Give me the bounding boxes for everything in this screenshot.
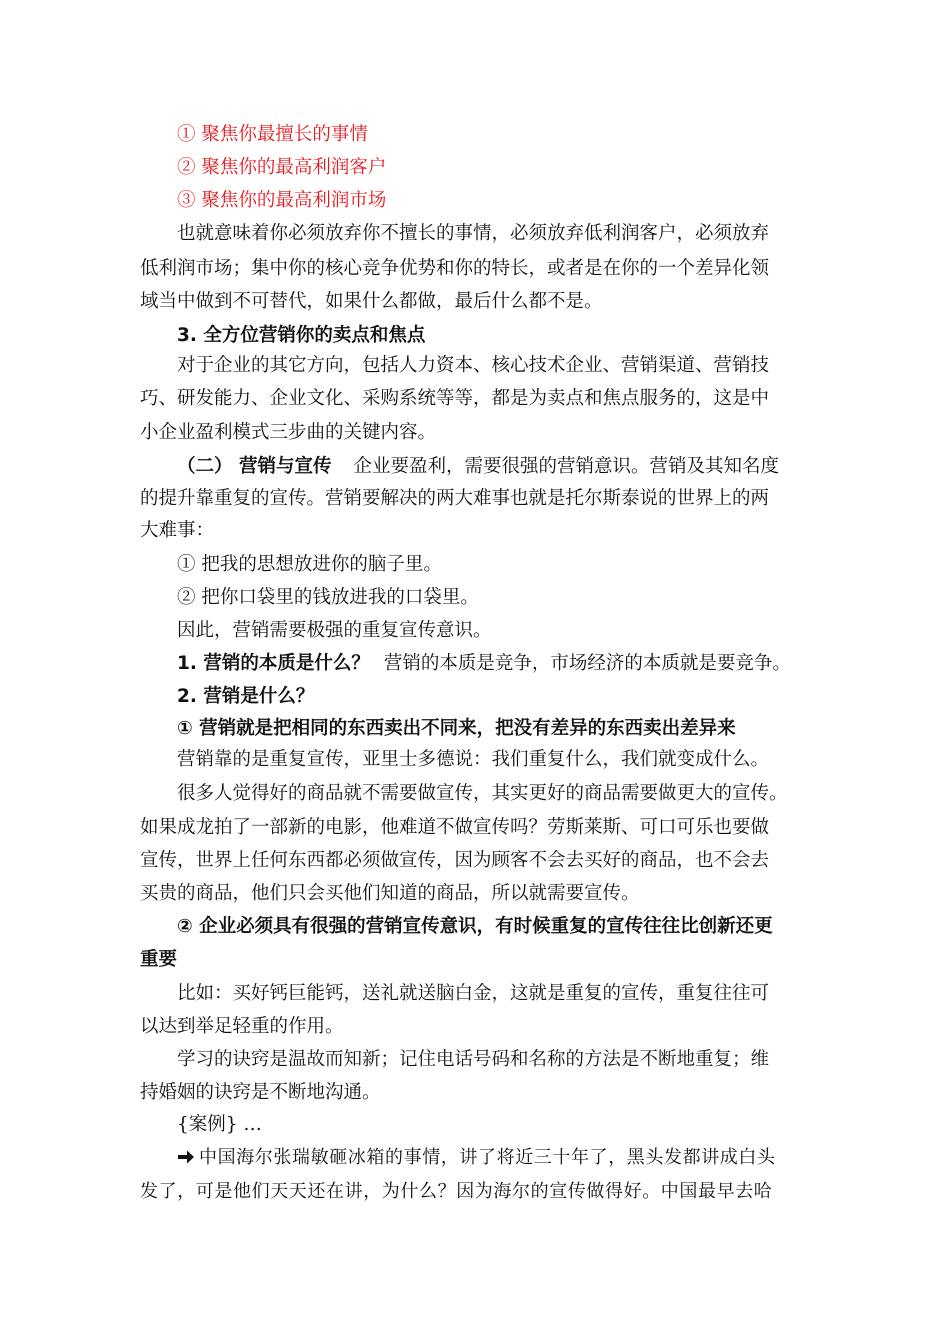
- case-line-2: 发了，可是他们天天还在讲，为什么？因为海尔的宣传做得好。中国最早去哈: [140, 1181, 773, 1202]
- question-1-line: [177, 652, 791, 676]
- paragraph-line: 如果成龙拍了一部新的电影，他难道不做宣传吗？劳斯莱斯、可口可乐也要做: [140, 817, 770, 838]
- paragraph-line: 对于企业的其它方向，包括人力资本、核心技术企业、营销渠道、营销技: [177, 355, 770, 376]
- section-2-heading: （二） 营销与宣传: [177, 456, 332, 477]
- case-text: 中国海尔张瑞敏砸冰箱的事情，讲了将近三十年了，黑头发都讲成白头: [199, 1147, 776, 1168]
- case-line-1: [177, 1146, 776, 1170]
- question-1-heading: 1. 营销的本质是什么？: [177, 653, 370, 674]
- question-2-heading: 2. 营销是什么？: [177, 686, 315, 707]
- point-2: ② 企业必须具有很强的营销宣传意识，有时候重复的宣传往往比创新还更: [177, 916, 773, 937]
- focus-item-1: ① 聚焦你最擅长的事情: [177, 124, 368, 145]
- section-2-line: [177, 455, 779, 479]
- point-2-cont: 重要: [140, 949, 178, 970]
- paragraph-line: 也就意味着你必须放弃你不擅长的事情，必须放弃低利润客户，必须放弃: [177, 223, 770, 244]
- paragraph-line: 很多人觉得好的商品就不需要做宣传，其实更好的商品需要做更大的宣传。: [177, 783, 788, 804]
- paragraph-line: 的提升靠重复的宣传。营销要解决的两大难事也就是托尔斯泰说的世界上的两: [140, 488, 770, 509]
- section-2-text: 企业要盈利，需要很强的营销意识。营销及其知名度: [353, 456, 779, 477]
- paragraph-line: 买贵的商品，他们只会买他们知道的商品，所以就需要宣传。: [140, 883, 640, 904]
- hard-thing-1: ① 把我的思想放进你的脑子里。: [177, 554, 442, 575]
- paragraph-line: 持婚姻的诀窍是不断地沟通。: [140, 1082, 381, 1103]
- paragraph-line: 巧、研发能力、企业文化、采购系统等等，都是为卖点和焦点服务的，这是中: [140, 388, 770, 409]
- question-1-answer: 营销的本质是竞争，市场经济的本质就是要竞争。: [383, 653, 791, 674]
- arrow-right-icon: [177, 1146, 199, 1170]
- paragraph-line: 大难事：: [140, 520, 215, 541]
- paragraph-line: 以达到举足轻重的作用。: [140, 1016, 344, 1037]
- hard-thing-2: ② 把你口袋里的钱放进我的口袋里。: [177, 587, 479, 608]
- heading-3: 3. 全方位营销你的卖点和焦点: [177, 325, 426, 346]
- focus-item-2: ② 聚焦你的最高利润客户: [177, 157, 387, 178]
- case-label: {案例} …: [177, 1114, 262, 1135]
- paragraph-line: 域当中做到不可替代，如果什么都做，最后什么都不是。: [140, 291, 603, 312]
- paragraph-line: 低利润市场；集中你的核心竞争优势和你的特长，或者是在你的一个差异化领: [140, 258, 770, 279]
- paragraph-line: 学习的诀窍是温故而知新；记住电话号码和名称的方法是不断地重复；维: [177, 1049, 770, 1070]
- point-1: ① 营销就是把相同的东西卖出不同来，把没有差异的东西卖出差异来: [177, 718, 736, 739]
- therefore-line: 因此，营销需要极强的重复宣传意识。: [177, 620, 492, 641]
- focus-item-3: ③ 聚焦你的最高利润市场: [177, 190, 387, 211]
- paragraph-line: 比如：买好钙巨能钙，送礼就送脑白金，这就是重复的宣传，重复往往可: [177, 983, 770, 1004]
- aristotle-line: 营销靠的是重复宣传，亚里士多德说：我们重复什么，我们就变成什么。: [177, 749, 770, 770]
- paragraph-line: 宣传，世界上任何东西都必须做宣传，因为顾客不会去买好的商品，也不会去: [140, 850, 770, 871]
- paragraph-line: 小企业盈利模式三步曲的关键内容。: [140, 422, 437, 443]
